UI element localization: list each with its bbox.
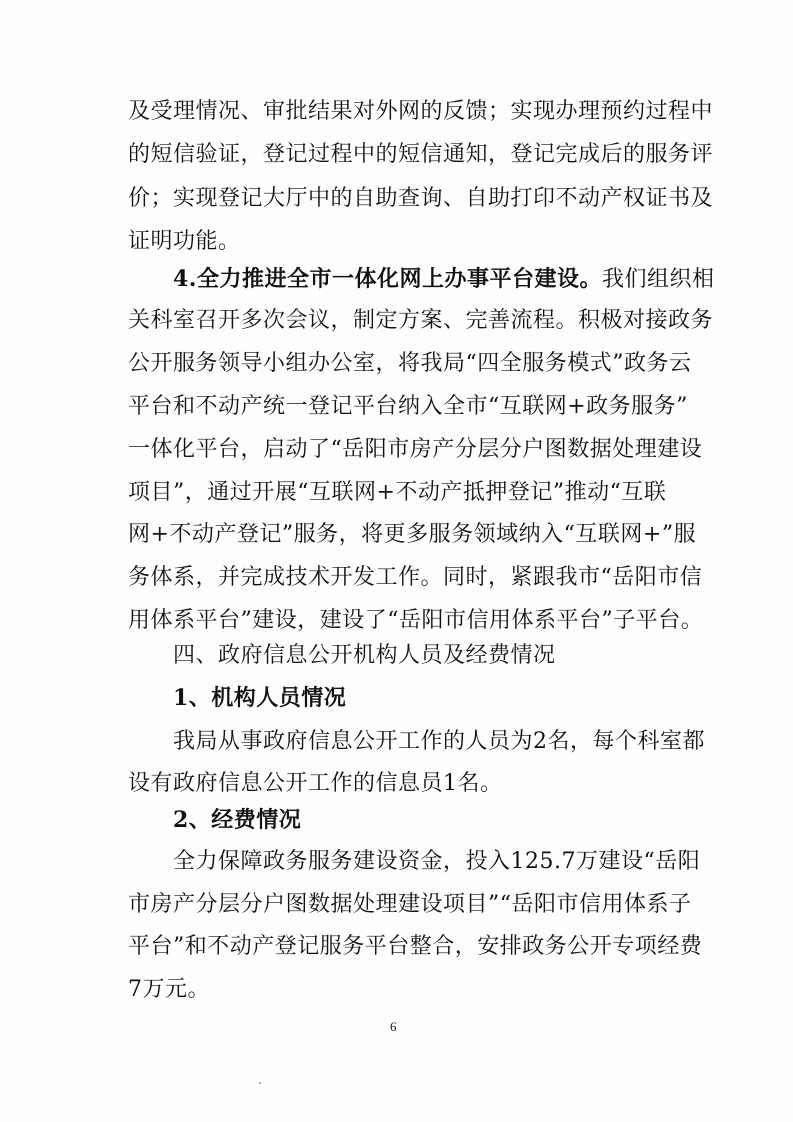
body-line-1: 及受理情况、审批结果对外网的反馈；实现办理预约过程中 bbox=[128, 99, 714, 124]
section-4-heading: 4.全力推进全市一体化网上办事平台建设。 bbox=[173, 266, 602, 292]
section-4-line-2: 关科室召开多次会议，制定方案、完善流程。积极对接政务 bbox=[128, 308, 714, 333]
section-4-line-3: 公开服务领导小组办公室，将我局“四全服务模式”政务云 bbox=[128, 351, 692, 376]
section-4-line-8: 务体系，并完成技术开发工作。同时，紧跟我市“岳阳市信 bbox=[128, 565, 703, 590]
subheading-funding: 2、经费情况 bbox=[173, 807, 302, 833]
section-4-line-9: 用体系平台”建设，建设了“岳阳市信用体系平台”子平台。 bbox=[128, 608, 704, 633]
section-4-line-5: 一体化平台，启动了“岳阳市房产分层分户图数据处理建设 bbox=[128, 437, 703, 462]
body-line-4: 证明功能。 bbox=[128, 229, 241, 254]
funding-line-4: 7万元。 bbox=[128, 977, 210, 1002]
body-line-3: 价；实现登记大厅中的自助查询、自助打印不动产权证书及 bbox=[128, 186, 714, 211]
funding-line-3: 平台”和不动产登记服务平台整合，安排政务公开专项经费 bbox=[128, 934, 703, 959]
scan-speck bbox=[259, 1082, 261, 1084]
section-4-first-line bbox=[173, 265, 714, 294]
page-number: 6 bbox=[390, 1019, 397, 1034]
section-4-first-text: 我们组织相 bbox=[601, 267, 715, 292]
subheading-staff: 1、机构人员情况 bbox=[173, 685, 347, 711]
funding-line-2: 市房产分层分户图数据处理建设项目”“岳阳市信用体系子 bbox=[128, 892, 692, 917]
section-4-line-7: 网+不动产登记”服务，将更多服务领域纳入“互联网+”服 bbox=[128, 522, 697, 547]
staff-line-2: 设有政府信息公开工作的信息员1名。 bbox=[128, 771, 503, 796]
section-4-line-4: 平台和不动产统一登记平台纳入全市“互联网+政务服务” bbox=[128, 394, 688, 419]
section-4-line-6: 项目”，通过开展“互联网+不动产抵押登记”推动“互联 bbox=[128, 480, 667, 505]
body-line-2: 的短信验证，登记过程中的短信通知，登记完成后的服务评 bbox=[128, 142, 714, 167]
funding-line-1: 全力保障政务服务建设资金，投入125.7万建设“岳阳 bbox=[173, 849, 701, 874]
section-heading-four: 四、政府信息公开机构人员及经费情况 bbox=[173, 643, 556, 668]
staff-line-1: 我局从事政府信息公开工作的人员为2名，每个科室都 bbox=[173, 729, 705, 754]
